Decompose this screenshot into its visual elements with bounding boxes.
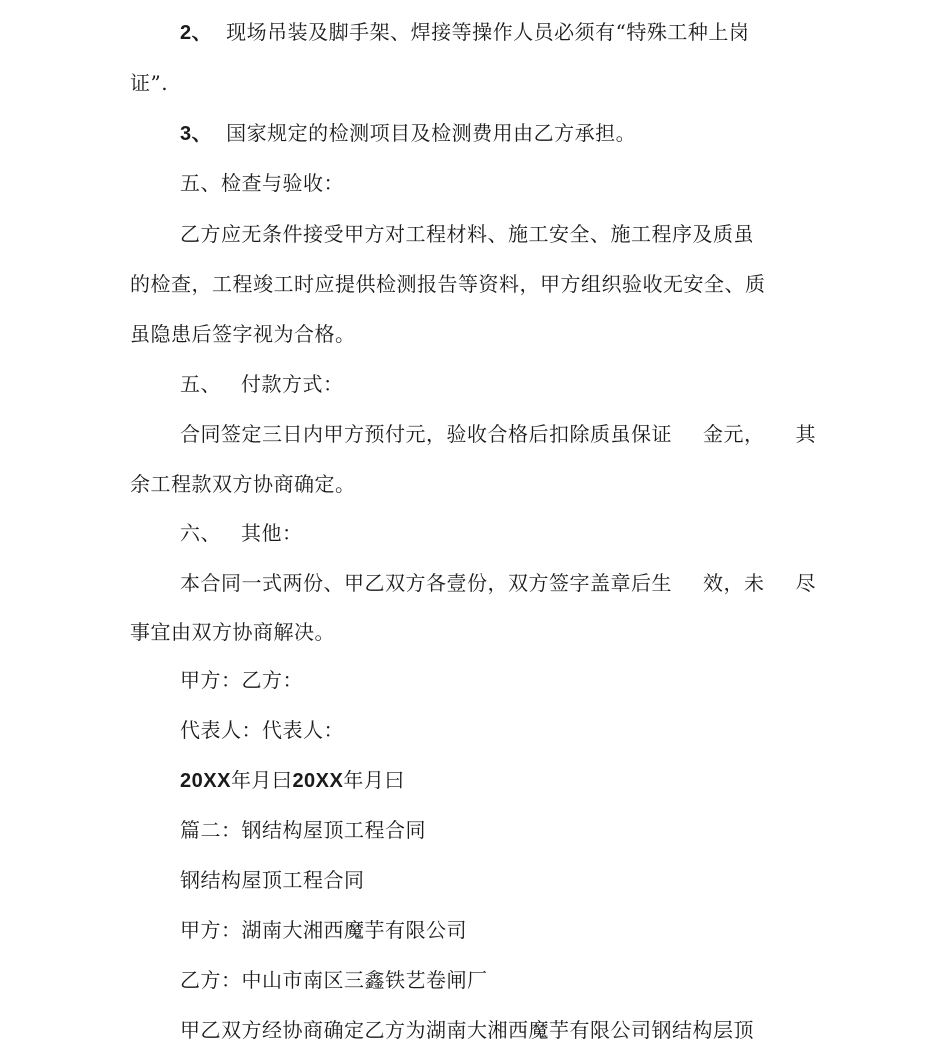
item3-number: 3、: [180, 123, 213, 145]
signature-date-text-b: 年月曰: [343, 768, 405, 792]
part2-intro: 甲乙双方经协商确定乙方为湖南大湘西魔芋有限公司钢结构层顶: [180, 1018, 754, 1042]
part2-heading: 篇二：钢结构屋顶工程合同: [180, 818, 426, 842]
other-line1: [180, 571, 816, 595]
signature-dates: [180, 768, 405, 793]
payment-heading: [180, 372, 344, 396]
item3-line: [180, 121, 636, 146]
payment-line1: [180, 422, 816, 446]
signature-representatives: 代表人：代表人：: [180, 718, 344, 742]
payment-line1-a: 合同签定三日内甲方预付元，验收合格后扣除质虽保证: [180, 422, 672, 446]
other-line1-b: 效，未: [703, 571, 765, 595]
payment-heading-number: 五、: [180, 372, 221, 396]
part2-title: 钢结构屋顶工程合同: [180, 868, 365, 892]
other-heading-number: 六、: [180, 521, 221, 545]
other-line1-c: 尽: [795, 571, 816, 595]
item2-text-line1: 现场吊装及脚手架、焊接等操作人员必须有“特殊工种上岗: [226, 20, 750, 44]
other-line2: 事宜由双方协商解决。: [130, 620, 335, 644]
signature-parties: 甲方：乙方：: [180, 668, 303, 692]
part2-party-b: 乙方：中山市南区三鑫铁艺卷闸厂: [180, 968, 488, 992]
item2-line1: [180, 20, 749, 45]
other-heading: [180, 521, 303, 545]
payment-heading-text: 付款方式：: [241, 372, 344, 396]
inspection-line3: 虽隐患后签字视为合格。: [130, 322, 356, 346]
inspection-heading: 五、检查与验收：: [180, 171, 344, 195]
signature-date-text-a: 年月曰: [230, 768, 293, 792]
inspection-line1: 乙方应无条件接受甲方对工程材料、施工安全、施工程序及质虽: [180, 222, 754, 246]
signature-date-year-b: 20XX: [292, 770, 344, 792]
item2-text-line2: 证”.: [130, 71, 169, 95]
item2-number: 2、: [180, 22, 213, 44]
other-heading-text: 其他：: [241, 521, 303, 545]
inspection-line2: 的检查，工程竣工时应提供检测报告等资料，甲方组织验收无安全、质: [130, 272, 766, 296]
payment-line1-c: 其: [795, 422, 816, 446]
item3-text: 国家规定的检测项目及检测费用由乙方承担。: [226, 121, 637, 145]
payment-line1-b: 金元，: [703, 422, 765, 446]
payment-line2: 余工程款双方协商确定。: [130, 472, 356, 496]
other-line1-a: 本合同一式两份、甲乙双方各壹份，双方签字盖章后生: [180, 571, 672, 595]
signature-date-year-a: 20XX: [180, 770, 231, 792]
part2-party-a: 甲方：湖南大湘西魔芋有限公司: [180, 918, 467, 942]
